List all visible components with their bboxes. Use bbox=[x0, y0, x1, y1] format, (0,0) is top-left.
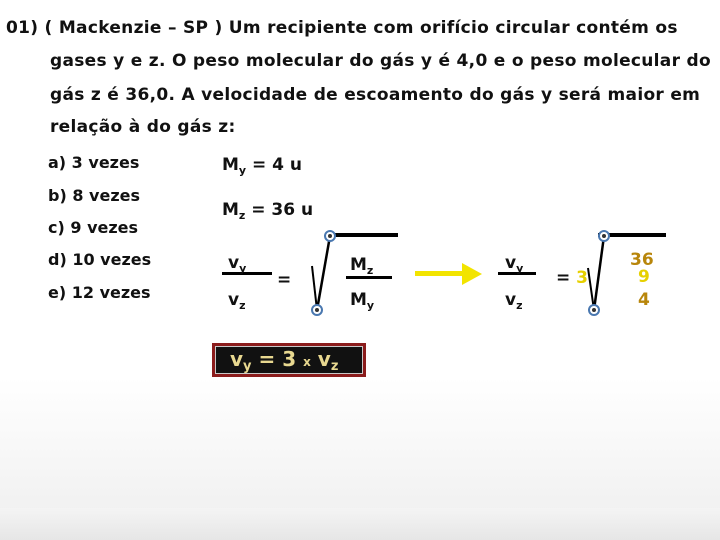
given-mz: $M_z = 36$ u bbox=[222, 200, 314, 222]
f2-numerator: 36 bbox=[630, 250, 654, 270]
option-b[interactable]: b) 8 vezes bbox=[48, 186, 141, 205]
f1-vz: $v_z$ bbox=[228, 290, 246, 312]
arrow-right-icon bbox=[462, 263, 482, 285]
given-my: $M_y = 4$ u bbox=[222, 155, 303, 177]
sqrt-symbol-2 bbox=[574, 226, 614, 316]
f1-equals: = bbox=[277, 270, 292, 290]
f1-my: $M_y$ bbox=[350, 290, 375, 312]
f2-vz: $v_z$ bbox=[505, 290, 523, 312]
sqrt-bar-1 bbox=[330, 233, 398, 237]
f2-denominator: 4 bbox=[638, 290, 650, 310]
question-line-2: gases y e z. O peso molecular do gás y é 4,0 e o peso molecular do bbox=[50, 51, 711, 71]
f1-mz: $M_z$ bbox=[350, 255, 374, 277]
option-d[interactable]: d) 10 vezes bbox=[48, 250, 152, 269]
f2-vy: $v_y$ bbox=[505, 253, 524, 275]
option-e[interactable]: e) 12 vezes bbox=[48, 283, 151, 302]
f2-middle: 9 bbox=[638, 267, 650, 287]
arrow-shaft bbox=[415, 271, 463, 276]
result-text: $v_y = 3$ x $v_z$ bbox=[230, 347, 339, 374]
sqrt-symbol-1 bbox=[300, 226, 340, 316]
question-line-4: relação à do gás z: bbox=[50, 117, 236, 137]
option-a[interactable]: a) 3 vezes bbox=[48, 153, 140, 172]
option-c[interactable]: c) 9 vezes bbox=[48, 218, 139, 237]
question-line-1: 01) ( Mackenzie – SP ) Um recipiente com orifício circular contém os bbox=[6, 18, 678, 38]
f2-equals-3: = 3 bbox=[556, 268, 588, 288]
bottom-band bbox=[0, 508, 720, 540]
question-line-3: gás z é 36,0. A velocidade de escoamento do gás y será maior em bbox=[50, 85, 701, 105]
f1-vy: $v_y$ bbox=[228, 253, 247, 275]
